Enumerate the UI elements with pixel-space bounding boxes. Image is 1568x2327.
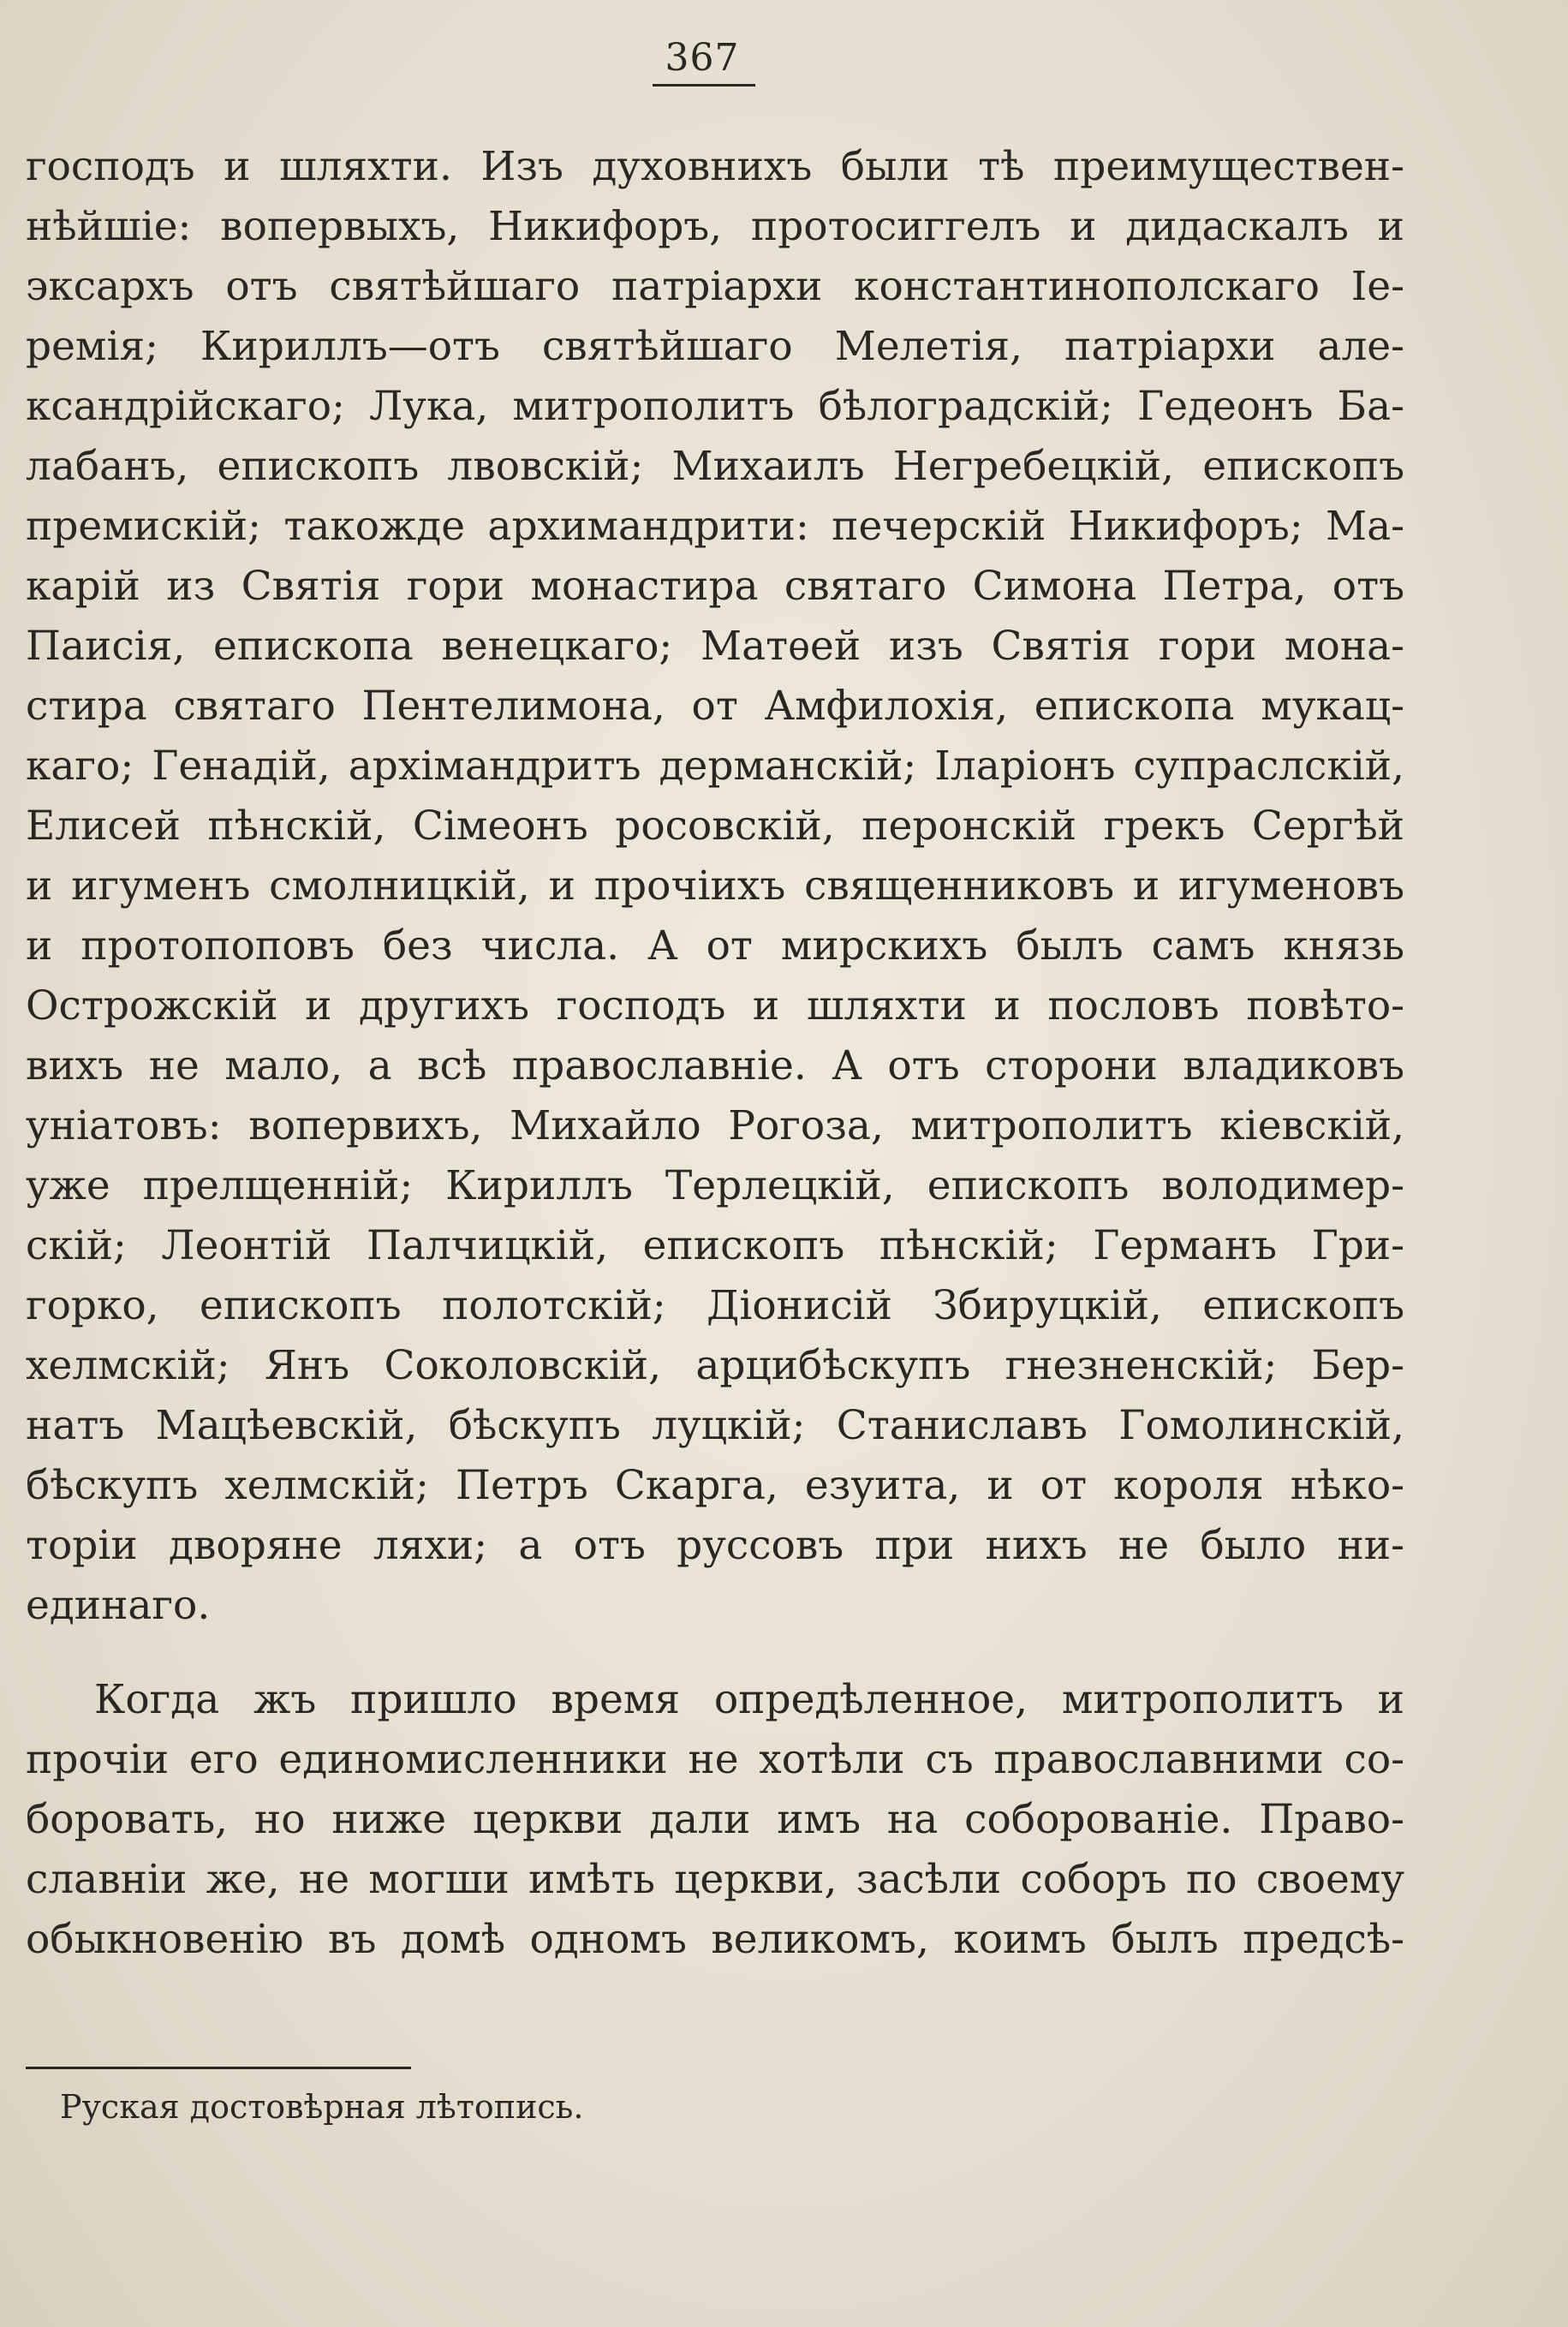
text-line: торіи дворяне ляхи; а отъ руссовъ при нихъ не было ни- — [26, 1522, 1404, 1569]
text-line: обыкновенію въ домѣ одномъ великомъ, коимъ былъ предсѣ- — [26, 1916, 1404, 1963]
text-line: премискій; такожде архимандрити: печерскій Никифоръ; Ма- — [26, 503, 1404, 550]
text-line: славніи же, не могши имѣть церкви, засѣли соборъ по своему — [26, 1856, 1404, 1903]
text-line: боровать, но ниже церкви дали имъ на соборованіе. Право- — [26, 1796, 1404, 1843]
text-line: хелмскій; Янъ Соколовскій, арцибѣскупъ гнезненскій; Бер- — [26, 1342, 1404, 1389]
text-line: господъ и шляхти. Изъ духовнихъ были тѣ преимуществен- — [26, 143, 1404, 190]
text-line: нѣйшіе: вопервыхъ, Никифоръ, протосиггелъ и дидаскалъ и — [26, 203, 1404, 250]
text-line: уже прелщенній; Кириллъ Терлецкій, епископъ володимер- — [26, 1162, 1404, 1209]
footer-rule — [26, 2067, 411, 2069]
text-line: единаго. — [26, 1582, 211, 1629]
paragraph-2 — [26, 1670, 1404, 1970]
text-line: натъ Мацѣевскій, бѣскупъ луцкій; Станиславъ Гомолинскій, — [26, 1402, 1404, 1449]
text-line: карій из Святія гори монастира святаго Симона Петра, отъ — [26, 563, 1404, 610]
footer-signature: Руская достовѣрная лѣтопись. — [60, 2088, 584, 2126]
paragraph-gap — [26, 1636, 1404, 1670]
text-line: бѣскупъ хелмскій; Петръ Скарга, езуита, и от короля нѣко- — [26, 1462, 1404, 1509]
text-line: уніатовъ: вопервихъ, Михайло Рогоза, митрополитъ кіевскій, — [26, 1102, 1404, 1149]
page-number: 367 — [665, 36, 740, 80]
text-line: Когда жъ пришло время опредѣленное, митрополитъ и — [94, 1676, 1404, 1723]
page-number-underline — [653, 84, 755, 87]
body-text — [26, 137, 1404, 1970]
text-line: и игуменъ смолницкій, и прочіихъ священниковъ и игуменовъ — [26, 862, 1404, 910]
text-line: Елисей пѣнскій, Сімеонъ росовскій, перонскій грекъ Сергѣй — [26, 803, 1404, 850]
text-line: Острожскій и другихъ господъ и шляхти и пословъ повѣто- — [26, 982, 1404, 1029]
text-line: эксархъ отъ святѣйшаго патріархи константинополскаго Іе- — [26, 263, 1404, 310]
text-line: вихъ не мало, а всѣ православніе. А отъ сторони владиковъ — [26, 1042, 1404, 1089]
text-line: и протопоповъ без числа. А от мирскихъ былъ самъ князь — [26, 922, 1404, 970]
text-line: лабанъ, епископъ лвовскій; Михаилъ Негребецкій, епископъ — [26, 443, 1404, 490]
text-line: скій; Леонтій Палчицкій, епископъ пѣнскій; Германъ Гри- — [26, 1222, 1404, 1269]
text-line: ксандрійскаго; Лука, митрополитъ бѣлоградскій; Гедеонъ Ба- — [26, 383, 1404, 430]
text-line: ремія; Кириллъ—отъ святѣйшаго Мелетія, патріархи але- — [26, 323, 1404, 370]
text-line: каго; Генадій, архімандритъ дерманскій; Іларіонъ супраслскій, — [26, 743, 1404, 790]
text-line: горко, епископъ полотскій; Діонисій Збируцкій, епископъ — [26, 1282, 1404, 1329]
paragraph-1 — [26, 137, 1404, 1636]
text-line: Паисія, епископа венецкаго; Матѳей изъ Святія гори мона- — [26, 623, 1404, 670]
text-line: прочіи его единомисленники не хотѣли съ православними со- — [26, 1736, 1404, 1783]
text-line: стира святаго Пентелимона, от Амфилохія, епископа мукац- — [26, 683, 1404, 730]
